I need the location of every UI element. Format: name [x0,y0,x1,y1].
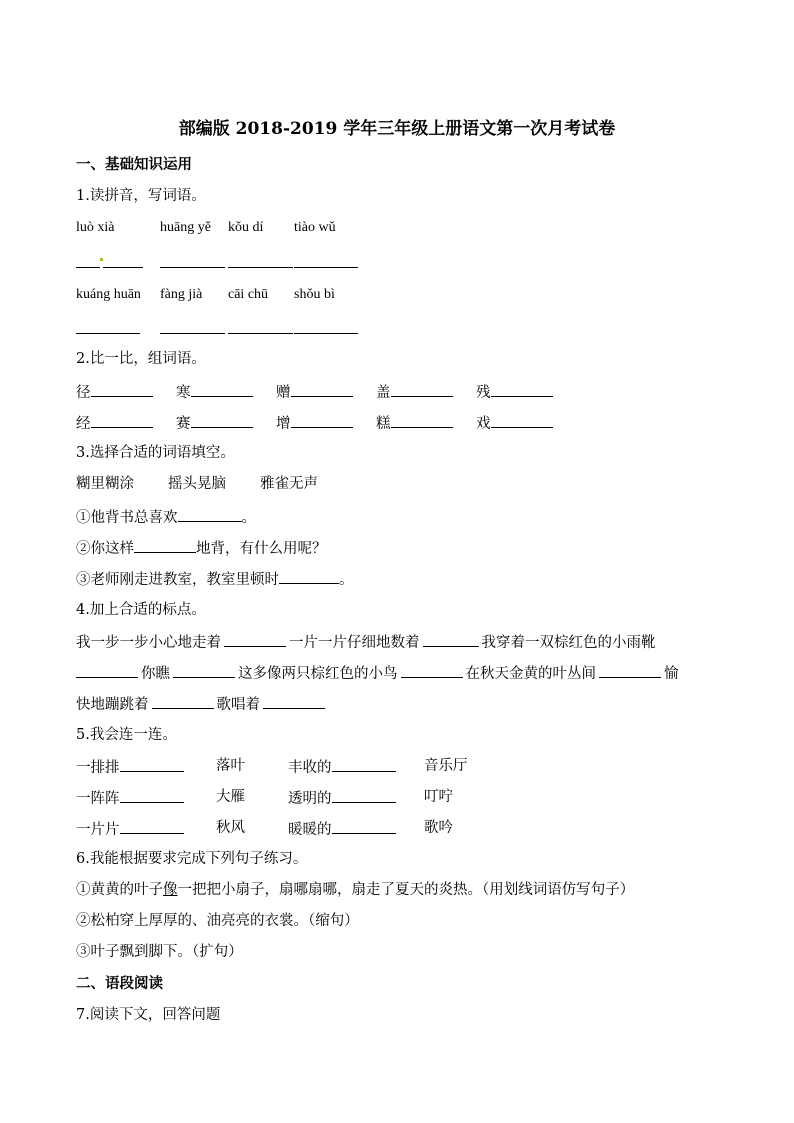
answer-blank[interactable] [160,267,225,268]
match-far: 音乐厅 [424,758,468,774]
pinyin-6: fàng jià [160,287,203,302]
sentence-exercise-2: ②松柏穿上厚厚的、油亮亮的衣裳。（缩句） [76,913,359,929]
pinyin-2: huāng yě [160,220,211,235]
match-far: 叮咛 [424,789,453,805]
match-mid: 秋风 [216,820,245,836]
match-left: 一阵阵 [76,787,184,809]
char-item: 径 [76,381,153,403]
match-mid: 大雁 [216,789,245,805]
match-right: 透明的 [288,787,396,809]
match-left: 一排排 [76,756,184,778]
char-item: 赛 [176,412,253,434]
match-far: 歌吟 [424,820,453,836]
pinyin-7: cāi chū [228,287,269,302]
answer-blank[interactable] [160,333,225,334]
answer-blank[interactable] [228,267,293,268]
punctuation-line-1: 我一步一步小心地走着 一片一片仔细地数着 我穿着一双棕红色的小雨靴 [76,631,656,653]
answer-blank[interactable] [76,333,140,334]
char-item: 经 [76,412,153,434]
question-6-prompt: 6.我能根据要求完成下列句子练习。 [76,851,308,867]
char-item: 增 [276,412,353,434]
char-item: 戏 [476,412,553,434]
punctuation-line-3: 快地蹦跳着 歌唱着 [76,693,328,715]
answer-blank[interactable] [76,267,100,268]
sentence-exercise-1: ①黄黄的叶子像一把把小扇子，扇哪扇哪，扇走了夏天的炎热。（用划线词语仿写句子） [76,882,635,898]
char-item: 盖 [376,381,453,403]
answer-blank[interactable] [103,267,143,268]
page-title: 部编版 2018-2019 学年三年级上册语文第一次月考试卷 [178,119,616,139]
fill-sentence-3: ③老师刚走进教室，教室里顿时 。 [76,568,354,590]
answer-blank[interactable] [294,267,358,268]
pinyin-5: kuáng huān [76,287,141,302]
word-option: 摇头晃脑 [168,476,226,492]
word-option: 雅雀无声 [260,476,318,492]
match-mid: 落叶 [216,758,245,774]
char-item: 寒 [176,381,253,403]
match-right: 丰收的 [288,756,396,778]
match-left: 一片片 [76,818,184,840]
char-item: 残 [476,381,553,403]
question-4-prompt: 4.加上合适的标点。 [76,602,206,618]
punctuation-line-2: 你瞧 这多像两只棕红色的小鸟 在秋天金黄的叶丛间 愉 [76,662,679,684]
fill-sentence-2: ②你这样 地背，有什么用呢？ [76,537,327,559]
answer-blank[interactable] [228,333,293,334]
pinyin-4: tiào wǔ [294,220,336,235]
question-3-prompt: 3.选择合适的词语填空。 [76,445,235,461]
char-item: 糕 [376,412,453,434]
speck [100,258,103,261]
pinyin-8: shǒu bì [294,287,335,302]
pinyin-3: kǒu dí [228,220,264,235]
word-option: 糊里糊涂 [76,476,134,492]
char-item: 赠 [276,381,353,403]
question-7-prompt: 7.阅读下文，回答问题 [76,1007,221,1023]
section-heading-2: 二、语段阅读 [76,975,163,992]
section-heading-1: 一、基础知识运用 [76,156,192,173]
sentence-exercise-3: ③叶子飘到脚下。（扩句） [76,944,243,960]
pinyin-1: luò xià [76,220,115,235]
question-5-prompt: 5.我会连一连。 [76,727,177,743]
match-right: 暖暖的 [288,818,396,840]
fill-sentence-1: ①他背书总喜欢 。 [76,506,256,528]
question-1-prompt: 1.读拼音，写词语。 [76,188,206,204]
answer-blank[interactable] [294,333,358,334]
question-2-prompt: 2.比一比，组词语。 [76,351,206,367]
